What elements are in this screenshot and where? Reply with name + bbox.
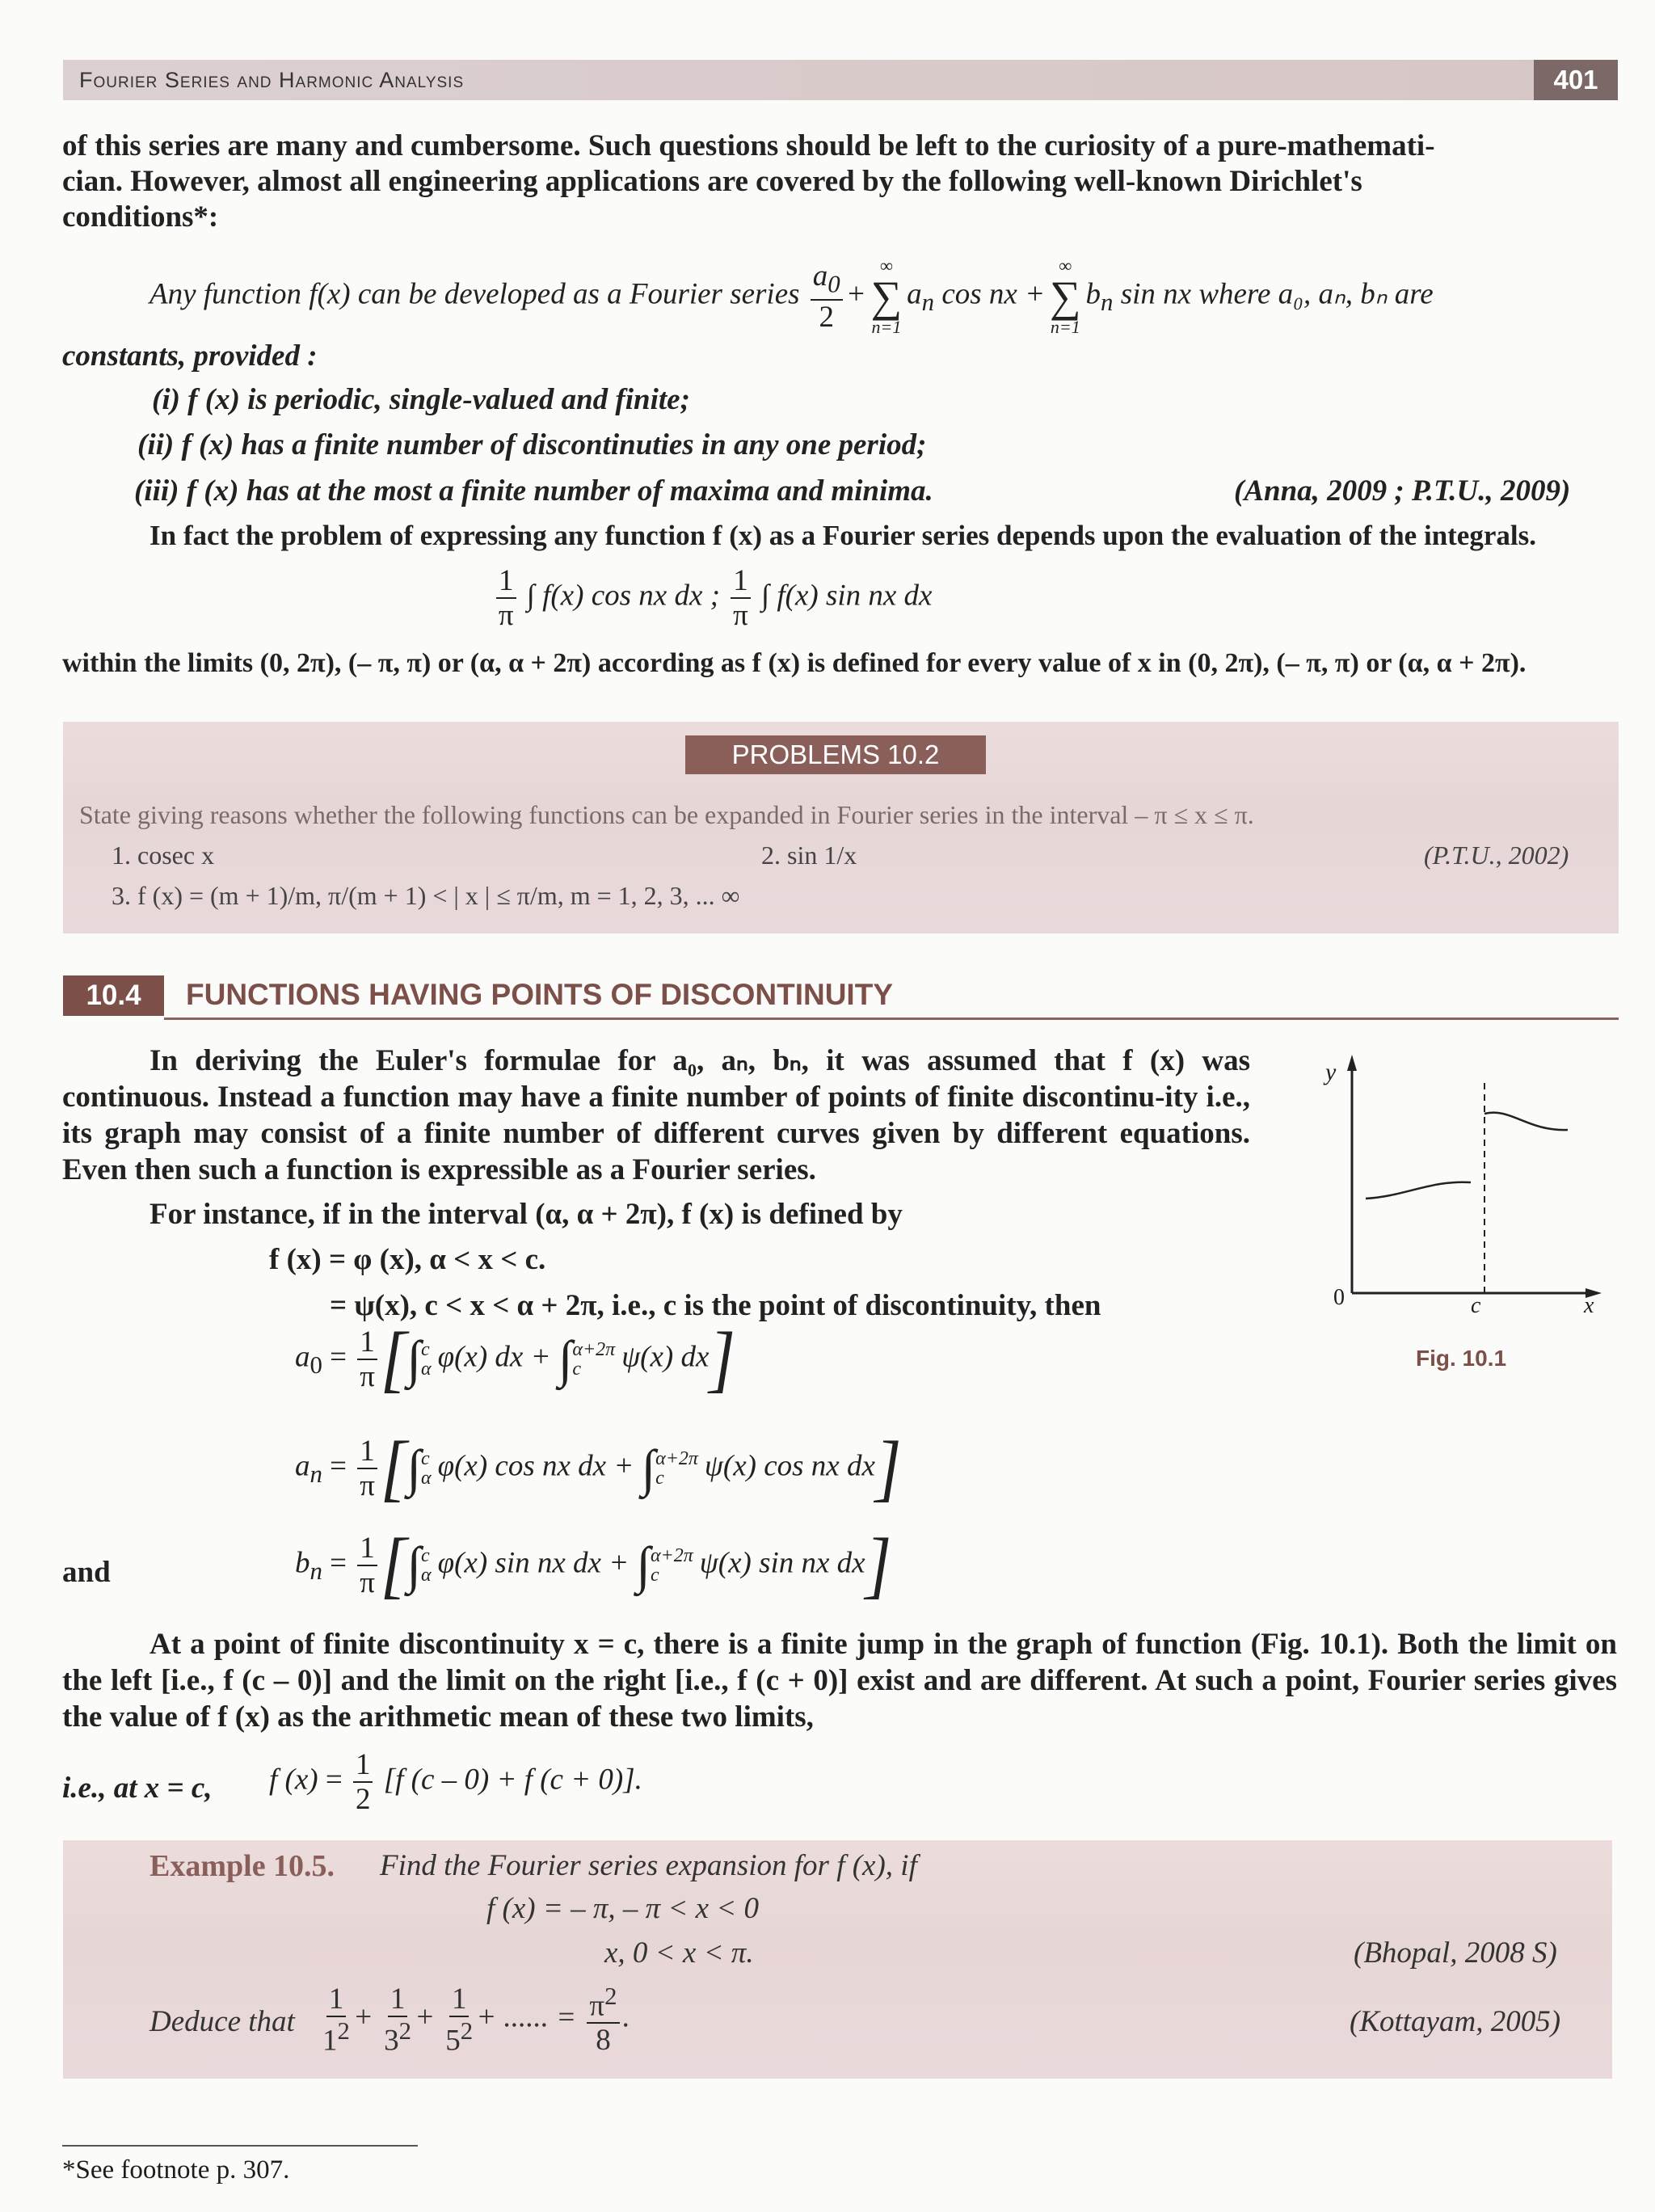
condition-2: (ii) f (x) has a finite number of discontinuties in any one period; bbox=[137, 428, 927, 461]
curve-right bbox=[1484, 1113, 1568, 1130]
integral-cos: ∫ f(x) cos nx dx ; bbox=[526, 579, 720, 613]
problem-3: 3. f (x) = (m + 1)/m, π/(m + 1) < | x | ≤ π/m, m = 1, 2, 3, ... ∞ bbox=[112, 881, 740, 910]
statement-line: Any function f(x) can be developed as a Fourier series $\frac{a_0}{2}$ + ∞ ∑ n=1 $a_n$ cos nx + ∞ ∑ n=1 $b_n$ sin nx where a₀, aₙ, bₙ are bbox=[149, 255, 1434, 337]
intro-line-3: conditions*: bbox=[62, 200, 219, 234]
mean-formula: f (x) = $\frac{1}{2}$ [f (c – 0) + f (c + 0)]. bbox=[269, 1748, 642, 1816]
dirichlet-term: Dirichlet's bbox=[1229, 165, 1362, 198]
deduce-series: $\frac{1}{1^2}$ + $\frac{1}{3^2}$ + $\frac{1}{5^2}$ + ...... = $\frac{\pi^2}{8}$ . bbox=[322, 1982, 630, 2058]
problem-2-ref: (P.T.U., 2002) bbox=[1424, 841, 1569, 870]
fig-y-label: y bbox=[1325, 1059, 1337, 1085]
section-rule bbox=[164, 1018, 1619, 1020]
intro-line-1: of this series are many and cumbersome. Such questions should be left to the curiosity of a pure-mathemati- bbox=[62, 129, 1435, 162]
fig-x-label: x bbox=[1584, 1293, 1594, 1318]
discontinuity-figure bbox=[1325, 1051, 1608, 1342]
example-text: Find the Fourier series expansion for f (x), if bbox=[380, 1849, 917, 1882]
sum-symbol: ∞ ∑ n=1 bbox=[870, 255, 903, 337]
example-line-2: x, 0 < x < π. bbox=[604, 1936, 754, 1970]
example-line-1: f (x) = – π, – π < x < 0 bbox=[486, 1892, 759, 1925]
fig-c-label: c bbox=[1471, 1293, 1481, 1318]
deduce-label: Deduce that bbox=[149, 2005, 295, 2038]
section-number: 10.4 bbox=[63, 975, 164, 1016]
definition-1: f (x) = φ (x), α < x < c. bbox=[269, 1243, 546, 1276]
problems-instruction: State giving reasons whether the following functions can be expanded in Fourier series in the interval – π ≤ x ≤ π. bbox=[79, 800, 1254, 829]
integral-sin: ∫ f(x) sin nx dx bbox=[760, 579, 933, 613]
an-formula: $a_n$ = $\frac{1}{\pi}$ [∫ c α φ(x) cos nx dx + ∫ α+2π c ψ(x) cos nx dx] bbox=[295, 1426, 902, 1510]
page-number: 401 bbox=[1534, 60, 1618, 100]
bn-formula: $b_n$ = $\frac{1}{\pi}$ [∫ c α φ(x) sin nx dx + ∫ α+2π c ψ(x) sin nx dx] bbox=[295, 1523, 892, 1607]
footnote: *See footnote p. 307. bbox=[62, 2155, 290, 2185]
problems-title: PROBLEMS 10.2 bbox=[685, 735, 986, 774]
figure-caption: Fig. 10.1 bbox=[1416, 1346, 1507, 1371]
problem-2: 2. sin 1/x bbox=[761, 841, 857, 870]
intro-line-2-text: cian. However, almost all engineering applications are covered by the following well-known bbox=[62, 165, 1223, 198]
condition-1: (i) f (x) is periodic, single-valued and finite; bbox=[152, 383, 690, 416]
example-label: Example 10.5. bbox=[149, 1849, 335, 1883]
and-label: and bbox=[62, 1556, 111, 1589]
problem-1: 1. cosec x bbox=[112, 841, 215, 870]
integrals-intro: In fact the problem of expressing any function f (x) as a Fourier series depends upon the evaluation of the integrals. bbox=[149, 520, 1536, 551]
condition-3: (iii) f (x) has at the most a finite number of maxima and minima. bbox=[134, 474, 933, 508]
section-title: FUNCTIONS HAVING POINTS OF DISCONTINUITY bbox=[186, 978, 893, 1011]
definition-2: = ψ(x), c < x < α + 2π, i.e., c is the point of discontinuity, then bbox=[330, 1289, 1101, 1322]
example-ref-2: (Kottayam, 2005) bbox=[1350, 2005, 1561, 2038]
ie-label: i.e., at x = c, bbox=[62, 1772, 213, 1805]
within-limits-line: within the limits (0, 2π), (– π, π) or (α, α + 2π) according as f (x) is defined for every value of x in (0, 2π), (– π, π) or (α, α + 2π). bbox=[62, 648, 1527, 678]
condition-3-ref: (Anna, 2009 ; P.T.U., 2009) bbox=[1234, 474, 1571, 508]
fig-origin-label: 0 bbox=[1333, 1285, 1345, 1310]
header-title: Fourier Series and Harmonic Analysis bbox=[79, 68, 465, 92]
constants-line: constants, provided : bbox=[62, 339, 318, 373]
integrals-display: $\frac{1}{\pi}$ ∫ f(x) cos nx dx ; $\frac{1}{\pi}$ ∫ f(x) sin nx dx bbox=[493, 566, 932, 630]
footnote-rule bbox=[62, 2145, 418, 2147]
sum-symbol-2: ∞ ∑ n=1 bbox=[1050, 255, 1081, 337]
statement-text: Any function f(x) can be developed as a Fourier series bbox=[149, 277, 800, 311]
intro-line-2 bbox=[62, 163, 1362, 200]
example-ref-1: (Bhopal, 2008 S) bbox=[1354, 1936, 1557, 1970]
section-paragraph-3: At a point of finite discontinuity x = c, there is a finite jump in the graph of function (Fig. 10.1). Both the limit on the left [i.e., f (c – 0)] and the limit on the right [i.e., f (c + 0)] exist and are different. At such a point, Fourier series gives the value of f (x) as the arithmetic mean of these two limits, bbox=[62, 1628, 1617, 1734]
section-paragraph-2: For instance, if in the interval (α, α + 2π), f (x) is defined by bbox=[149, 1198, 903, 1231]
curve-left bbox=[1366, 1182, 1471, 1199]
a0-formula: $a_0$ = $\frac{1}{\pi}$ [∫ c α φ(x) dx + ∫ α+2π c ψ(x) dx] bbox=[295, 1317, 736, 1401]
statement-tail: where a₀, aₙ, bₙ are bbox=[1198, 277, 1434, 311]
y-axis-arrow bbox=[1347, 1055, 1357, 1071]
a0-over-2: $\frac{a_0}{2}$ bbox=[811, 261, 843, 331]
section-paragraph-1: In deriving the Euler's formulae for a₀, aₙ, bₙ, it was assumed that f (x) was continuous. Instead a function may have a finite number of points of finite discontinu-ity i.e., its graph may consist of a finite number of different curves given by different equations. Even then such a function is expressible as a Fourier series. bbox=[62, 1044, 1250, 1186]
